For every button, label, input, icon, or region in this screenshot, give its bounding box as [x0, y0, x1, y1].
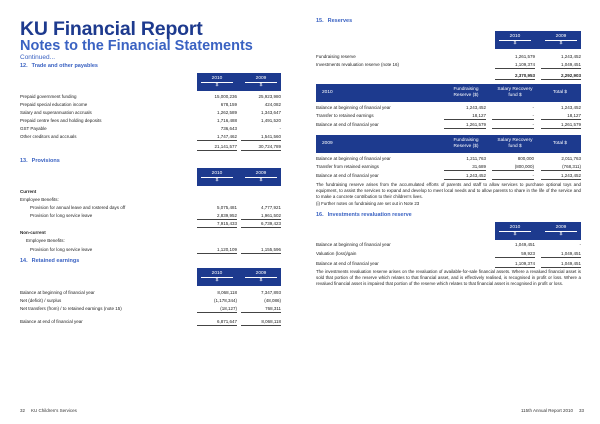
value-total: 1,243,452: [560, 105, 581, 110]
fundraising-header: Reserve ($): [453, 144, 479, 149]
fundraising-header: Fundraising: [453, 87, 479, 92]
value-fundraising: 1,211,763: [466, 156, 486, 161]
year-2009-header: 2009: [255, 76, 267, 81]
table-row: [316, 172, 581, 179]
row-label: Balance at beginning of financial year: [316, 242, 391, 247]
continued-label: Continued...: [20, 54, 56, 61]
table-row: [20, 117, 281, 124]
value-2010: 736,643: [220, 126, 237, 131]
value-2009: (48,086): [264, 298, 281, 303]
total-2009: 2,292,903: [541, 72, 581, 80]
footer-text: KU Children's Services: [31, 408, 77, 413]
row-label: Balance at beginning of financial year: [20, 290, 95, 295]
section-number: 14.: [20, 258, 28, 264]
column-header: [197, 73, 281, 91]
table-row: [20, 297, 281, 304]
value-2009: -: [579, 242, 581, 247]
total-2010: 21,141,577: [197, 143, 237, 151]
total-2009: 30,724,789: [241, 143, 281, 151]
year-2009-header: 2009: [255, 271, 267, 276]
value-2009: 1,049,451: [541, 250, 581, 258]
table-row: [316, 61, 581, 68]
investments-reserve-note: The investments revaluation reserve arises on the revaluation of available-for-sale financial assets. Where a revalued financial asset is sold that portion of the reserve which relates to that financial asset, and is effectively realised, is recognised in profit or loss. Where a revalued financial asset is impaired that portion of the reserve which relates to that financial asset is recognised in profit or loss.: [316, 269, 581, 287]
value-2010: 678,159: [220, 102, 237, 107]
row-label: Balance at end of financial year: [20, 319, 83, 324]
section-16-heading: [316, 212, 412, 218]
table-row: [20, 93, 281, 100]
value-fundraising: 1,243,452: [444, 172, 486, 180]
value-total: 1,243,452: [541, 172, 581, 180]
section-number: 15.: [316, 18, 324, 24]
value-2010: 5,075,481: [216, 205, 237, 210]
value-total: 18,127: [541, 112, 581, 120]
value-2010: 1,747,462: [197, 133, 237, 141]
unit-header: $: [545, 40, 577, 47]
value-total: 1,261,579: [541, 121, 581, 129]
value-salary: -: [492, 121, 534, 129]
value-2009: 1,155,596: [241, 246, 281, 254]
current-label: Current: [20, 189, 37, 194]
value-2010: 1,262,589: [216, 110, 237, 115]
year-label: 2010: [322, 90, 333, 95]
subtotal-2010: 7,915,433: [197, 220, 237, 228]
end-balance-row: [20, 318, 281, 325]
salary-recovery-header: fund $: [508, 93, 522, 98]
value-2009: 1,049,451: [541, 61, 581, 69]
subheading: [20, 237, 281, 244]
row-label: Investments revaluation reserve (note 16): [316, 62, 400, 67]
row-label: Valuation (loss)/gain: [316, 251, 357, 256]
table-row: [316, 121, 581, 128]
value-2009: -: [279, 126, 281, 131]
section-15-heading: [316, 18, 352, 24]
subheading: [20, 229, 281, 236]
value-2009: 25,923,980: [258, 94, 281, 99]
value-2009: 1,491,520: [260, 118, 281, 123]
year-2010-header: 2010: [211, 271, 223, 276]
row-label: Provision for long service leave: [30, 247, 93, 252]
table-row: [20, 109, 281, 116]
row-label: Provision for annual leave and rostered days off: [30, 205, 126, 210]
value-salary: 800,000: [517, 156, 534, 161]
table-row: [316, 260, 581, 267]
noncurrent-label: Non-current: [20, 230, 46, 235]
value-salary: -: [532, 105, 534, 110]
column-header: [197, 168, 281, 186]
value-2010: 1,120,109: [197, 246, 237, 254]
table-row: [316, 155, 581, 162]
table-row: [316, 53, 581, 60]
unit-header: $: [245, 277, 277, 284]
right-page: [300, 0, 600, 424]
reserve-note: The fundraising reserve arises from the accumulated efforts of parents and staff to allow services to purchase optional toys and equipment, to assist the services to expand and develop to meet local needs and to allow parents to share in the life of the service and to make a concrete contribution to their children's lives.: [316, 182, 581, 200]
value-2010: (18,127): [197, 305, 237, 313]
table-row: [20, 204, 281, 211]
year-2010-header: 2010: [211, 76, 223, 81]
value-2010: 1,049,451: [514, 242, 535, 247]
row-label: Balance at end of financial year: [316, 122, 379, 127]
page-number: 32: [20, 408, 26, 413]
page-number: 33: [578, 408, 584, 413]
row-label: Balance at end of financial year: [316, 173, 379, 178]
value-salary: -: [492, 172, 534, 180]
table-row: [20, 101, 281, 108]
table-row: [316, 112, 581, 119]
value-fundraising: 31,689: [444, 163, 486, 171]
table-row: [20, 305, 281, 312]
subtotal-row: [20, 220, 281, 227]
value-2009: 768,311: [241, 305, 281, 313]
year-2009-header: 2009: [555, 225, 567, 230]
left-footer: [20, 408, 77, 413]
column-header: [495, 222, 581, 240]
movement-2010-header: [316, 84, 581, 102]
section-number: 12.: [20, 63, 28, 69]
table-row: [20, 289, 281, 296]
value-fundraising: 18,127: [444, 112, 486, 120]
section-12-heading: [20, 63, 98, 69]
value-2010: 8,068,118: [217, 290, 237, 295]
value-salary: (800,000): [492, 163, 534, 171]
value-2010: 2,839,952: [197, 212, 237, 220]
total-2010: 2,370,953: [495, 72, 535, 80]
row-label: Balance at end of financial year: [316, 261, 379, 266]
reserve-note-2: (i) Further notes on fundraising are set out in Note 23: [316, 201, 420, 206]
unit-header: $: [245, 82, 277, 89]
row-label: Prepaid government funding: [20, 94, 77, 99]
row-label: Prepaid special education income: [20, 102, 88, 107]
subheading: [20, 188, 281, 195]
unit-header: $: [201, 277, 233, 284]
value-2010: 1,261,579: [514, 54, 535, 59]
subheading: [20, 196, 281, 203]
total-header: Total $: [552, 141, 568, 146]
year-2010-header: 2010: [509, 34, 521, 39]
unit-header: $: [499, 231, 531, 238]
salary-recovery-header: Salary Recovery: [497, 138, 533, 143]
column-header: [197, 268, 281, 286]
unit-header: $: [201, 177, 233, 184]
row-label: Salary and superannuation accruals: [20, 110, 92, 115]
value-2009: 8,068,118: [241, 318, 281, 326]
fundraising-header: Fundraising: [453, 138, 479, 143]
value-total: 2,011,763: [561, 156, 581, 161]
year-2009-header: 2009: [555, 34, 567, 39]
value-2009: 7,347,893: [260, 290, 281, 295]
table-row: [20, 212, 281, 219]
value-fundraising: 1,243,452: [465, 105, 486, 110]
year-label: 2009: [322, 141, 333, 146]
row-label: Provision for long service leave: [30, 213, 93, 218]
unit-header: $: [245, 177, 277, 184]
total-row: [316, 72, 581, 79]
total-header: Total $: [552, 90, 568, 95]
report-title: KU Financial Report: [20, 18, 203, 40]
report-subtitle: Notes to the Financial Statements: [20, 38, 253, 54]
table-row: [316, 163, 581, 170]
value-2009: 1,343,647: [260, 110, 281, 115]
table-row: [20, 246, 281, 253]
value-fundraising: 1,261,579: [444, 121, 486, 129]
unit-header: $: [201, 82, 233, 89]
row-label: GST Payable: [20, 126, 47, 131]
value-2010: 1,109,374: [495, 61, 535, 69]
unit-header: $: [545, 231, 577, 238]
employee-benefits-label: Employee Benefits:: [26, 238, 65, 243]
salary-recovery-header: Salary Recovery: [497, 87, 533, 92]
subtotal-2009: 6,739,423: [241, 220, 281, 228]
section-number: 16.: [316, 212, 324, 218]
section-title: Provisions: [31, 158, 60, 164]
unit-header: $: [499, 40, 531, 47]
year-2009-header: 2009: [255, 171, 267, 176]
value-2009: 424,082: [264, 102, 281, 107]
value-2009: 1,243,452: [560, 54, 581, 59]
section-13-heading: [20, 158, 60, 164]
salary-recovery-header: fund $: [508, 144, 522, 149]
total-row: [20, 143, 281, 150]
row-label: Transfer from retained earnings: [316, 164, 379, 169]
movement-2009-header: [316, 135, 581, 153]
table-row: [316, 250, 581, 257]
row-label: Other creditors and accruals: [20, 134, 77, 139]
right-footer: [521, 408, 584, 413]
value-2010: (1,178,344): [213, 298, 237, 303]
section-title: Trade and other payables: [31, 63, 98, 69]
table-row: [20, 133, 281, 140]
section-14-heading: [20, 258, 79, 264]
row-label: Prepaid centre fees and holding deposits: [20, 118, 102, 123]
value-2009: 1,961,502: [241, 212, 281, 220]
section-title: Investments revaluation reserve: [327, 212, 412, 218]
section-number: 13.: [20, 158, 28, 164]
table-row: [20, 125, 281, 132]
year-2010-header: 2010: [211, 171, 223, 176]
value-2010: 1,716,488: [216, 118, 237, 123]
row-label: Net transfers (from) / to retained earnings (note 15): [20, 306, 122, 311]
footer-text: 115th Annual Report 2010: [521, 408, 573, 413]
value-total: (768,311): [541, 163, 581, 171]
row-label: Transfer to retained earnings: [316, 113, 374, 118]
row-label: Balance at beginning of financial year: [316, 105, 391, 110]
employee-benefits-label: Employee Benefits:: [20, 197, 59, 202]
value-2009: 4,777,921: [260, 205, 281, 210]
column-header: [495, 31, 581, 49]
row-label: Net (deficit) / surplus: [20, 298, 62, 303]
value-2010: 59,923: [495, 250, 535, 258]
value-2010: 1,109,374: [495, 260, 535, 268]
value-2009: 1,049,451: [541, 260, 581, 268]
row-label: Fundraising reserve: [316, 54, 356, 59]
table-row: [316, 241, 581, 248]
section-title: Retained earnings: [31, 258, 80, 264]
value-salary: -: [492, 112, 534, 120]
fundraising-header: Reserve ($): [453, 93, 479, 98]
value-2010: 15,000,236: [214, 94, 237, 99]
table-row: [316, 104, 581, 111]
value-2010: 6,871,647: [197, 318, 237, 326]
section-title: Reserves: [327, 18, 353, 24]
year-2010-header: 2010: [509, 225, 521, 230]
row-label: Balance at beginning of financial year: [316, 156, 391, 161]
value-2009: 1,541,560: [241, 133, 281, 141]
